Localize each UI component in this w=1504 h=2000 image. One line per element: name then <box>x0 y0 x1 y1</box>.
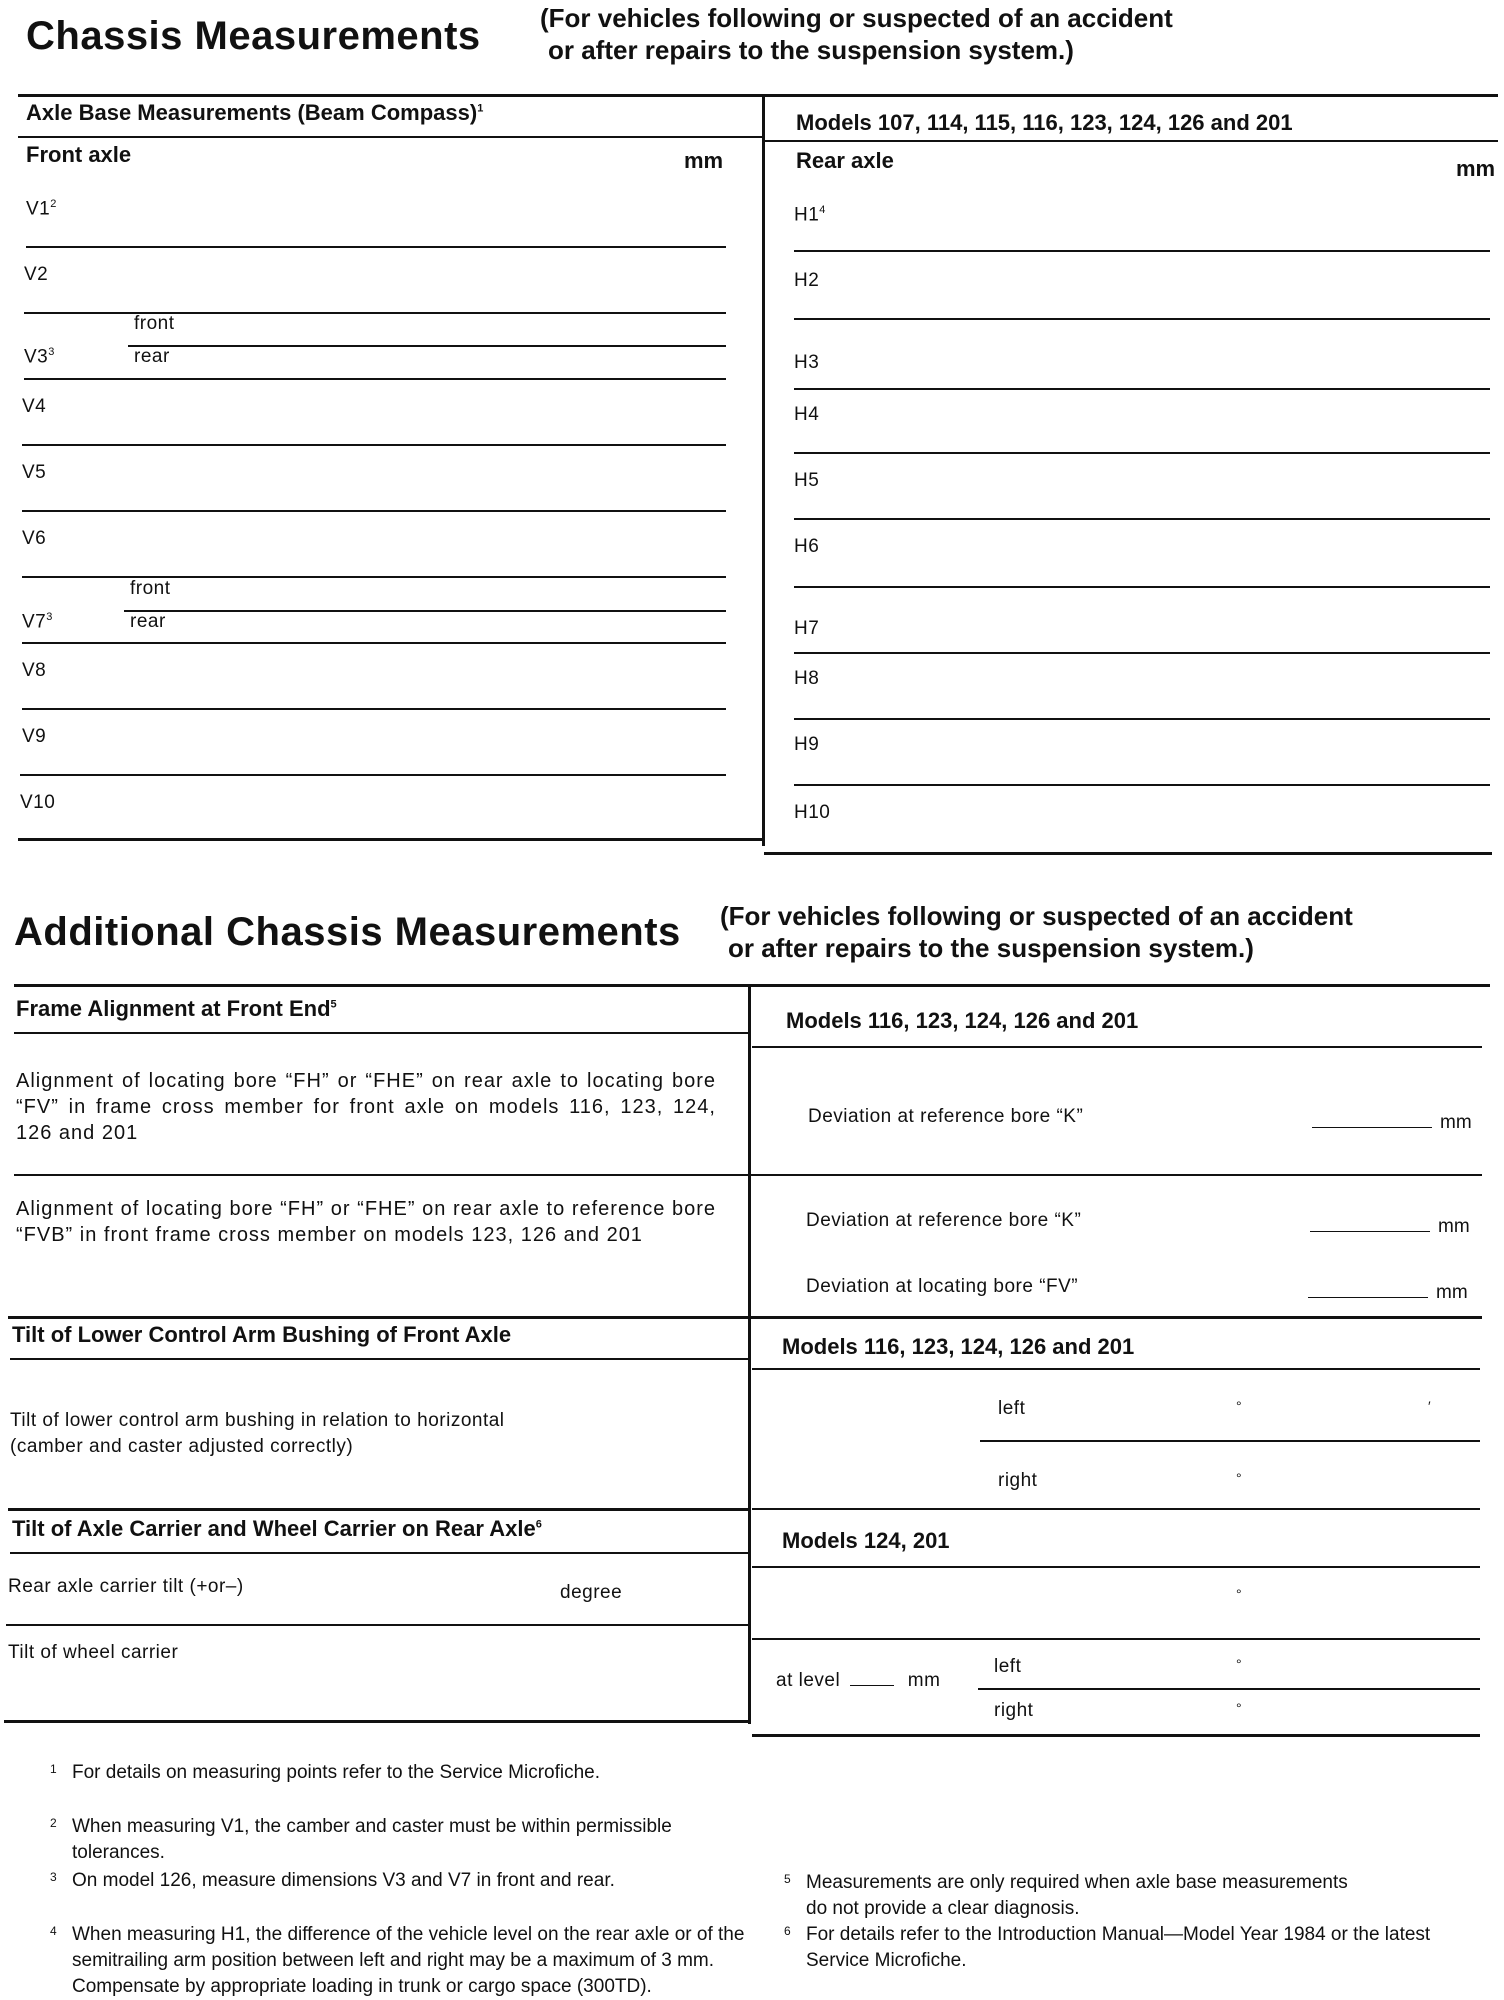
tilt-bushing-bottom-rule-left <box>8 1508 750 1511</box>
wheel-carrier-left-line <box>978 1688 1480 1690</box>
tilt-bushing-right-label: right <box>998 1470 1038 1491</box>
rear-axle-tilt-rule-left <box>6 1624 750 1626</box>
tilt-bushing-left-label: left <box>998 1398 1026 1419</box>
h-row-label: H6 <box>794 536 820 557</box>
h-row-line <box>794 586 1490 588</box>
section2-note-line2: or after repairs to the suspension system.) <box>728 933 1254 963</box>
v-row-label: V5 <box>22 462 47 483</box>
footnote-2: 2 When measuring V1, the camber and caster must be within permissible tolerances. <box>50 1816 672 1863</box>
front-axle-unit: mm <box>684 148 724 173</box>
h-row-line <box>794 784 1490 786</box>
section2-bottom-rule-left <box>4 1720 750 1723</box>
input-blank[interactable] <box>1312 1127 1432 1128</box>
v3-front-label: front <box>134 313 175 334</box>
input-blank[interactable] <box>1310 1231 1430 1232</box>
rear-axle-label: Rear axle <box>796 148 894 173</box>
h-row-line <box>794 452 1490 454</box>
v-row-label: V2 <box>24 264 49 285</box>
v-row-line <box>22 642 726 644</box>
rear-axle-tilt-rule-right <box>752 1638 1480 1640</box>
section2-bottom-rule-right <box>752 1734 1480 1737</box>
axle-base-header: Axle Base Measurements (Beam Compass)$^1$ <box>26 100 484 125</box>
footnote-6: 6 For details refer to the Introduction Manual—Model Year 1984 or the latest Service Microfiche. <box>784 1924 1431 1971</box>
v3-front-line <box>128 345 726 347</box>
v-row-label: $V7^3$ <box>22 611 53 633</box>
front-header-rule <box>18 136 762 138</box>
h-row-label: H3 <box>794 352 820 373</box>
degree-mark: ° <box>1236 1700 1242 1716</box>
footnote-3: 3 On model 126, measure dimensions V3 and V7 in front and rear. <box>50 1870 615 1891</box>
v-row-line <box>22 708 726 710</box>
v-row-label: V9 <box>22 726 47 747</box>
front-axle-label: Front axle <box>26 142 132 167</box>
degree-mark: ° <box>1236 1586 1242 1602</box>
section2-title: Additional Chassis Measurements <box>14 910 681 954</box>
section2-divider <box>748 984 751 1724</box>
frame-row2-deviation1: Deviation at reference bore “K” <box>806 1210 1082 1231</box>
h-row-label: H9 <box>794 734 820 755</box>
degree-mark: ° <box>1236 1656 1242 1672</box>
v-row-line <box>20 774 726 776</box>
rear-header-rule <box>764 140 1498 142</box>
h-row-label: H5 <box>794 470 820 491</box>
v-row-line <box>22 444 726 446</box>
footnote-1: 1 For details on measuring points refer to the Service Microfiche. <box>50 1762 601 1783</box>
v-row-label: V8 <box>22 660 47 681</box>
section1-top-rule <box>18 94 1498 97</box>
frame-row2-deviation2: Deviation at locating bore “FV” <box>806 1276 1079 1297</box>
frame-row1-deviation: Deviation at reference bore “K” <box>808 1106 1084 1127</box>
rear-axle-tilt-text: Rear axle carrier tilt (+or–) <box>8 1576 244 1597</box>
tilt-carrier-rule-right <box>752 1566 1480 1568</box>
frame-header: Frame Alignment at Front End$^5$ <box>16 996 337 1021</box>
v-row-line <box>24 378 726 380</box>
rear-axle-tilt-unit: degree <box>560 1582 623 1603</box>
tilt-bushing-rule-right <box>752 1368 1480 1370</box>
input-blank[interactable] <box>850 1685 894 1686</box>
frame-bottom-rule <box>8 1316 1482 1319</box>
v7-rear-label: rear <box>130 611 166 632</box>
v-row-label: V6 <box>22 528 47 549</box>
section2-note-line1: (For vehicles following or suspected of an accident <box>720 901 1353 931</box>
tilt-bushing-text-line2: (camber and caster adjusted correctly) <box>10 1436 354 1457</box>
tilt-carrier-models: Models 124, 201 <box>782 1528 950 1553</box>
v3-rear-label: rear <box>134 346 170 367</box>
v7-front-label: front <box>130 578 171 599</box>
section1-left-bottom-rule <box>18 838 764 841</box>
v-row-label: $V3^3$ <box>24 346 55 368</box>
v-row-line <box>22 510 726 512</box>
footnote-4: 4 When measuring H1, the difference of the vehicle level on the rear axle or of the semitrailing arm position between left and right may be a maximum of 3 mm. Compensate by appropriate loading in trunk or cargo space (300TD). <box>50 1924 745 1997</box>
tilt-bushing-header: Tilt of Lower Control Arm Bushing of Front Axle <box>12 1322 512 1347</box>
h-row-label: H2 <box>794 270 820 291</box>
section1-title: Chassis Measurements <box>26 14 481 58</box>
section2-top-rule <box>14 984 1490 987</box>
v-row-line <box>24 312 726 314</box>
frame-row1-text: Alignment of locating bore “FH” or “FHE” on rear axle to locating bore “FV” in frame cross member for front axle on models 116, 123, 124, 126 and 201 <box>16 1070 716 1144</box>
h-row-line <box>794 718 1490 720</box>
v-row-label: V10 <box>20 792 56 813</box>
v-row-line <box>22 576 726 578</box>
h-row-label: H8 <box>794 668 820 689</box>
h-row-line <box>794 652 1490 654</box>
tilt-bushing-rule-left <box>10 1358 750 1360</box>
input-blank[interactable] <box>1308 1297 1428 1298</box>
frame-row2-value1: mm <box>1310 1216 1470 1238</box>
h-row-line <box>794 388 1490 390</box>
h-row-label: $H1^4$ <box>794 204 826 226</box>
section1-divider <box>762 94 765 846</box>
degree-mark: ° <box>1236 1470 1242 1486</box>
frame-header-rule-right <box>752 1046 1482 1048</box>
tilt-bushing-bottom-rule-right <box>752 1508 1480 1510</box>
section1-note-line2: or after repairs to the suspension system.) <box>548 35 1074 65</box>
h-row-label: H7 <box>794 618 820 639</box>
footnote-5: 5 Measurements are only required when axle base measurements do not provide a clear diagnosis. <box>784 1872 1348 1919</box>
wheel-carrier-left-label: left <box>994 1656 1022 1677</box>
minute-mark: ′ <box>1428 1398 1431 1414</box>
frame-models: Models 116, 123, 124, 126 and 201 <box>786 1008 1139 1033</box>
tilt-bushing-models: Models 116, 123, 124, 126 and 201 <box>782 1334 1135 1359</box>
tilt-bushing-text-line1: Tilt of lower control arm bushing in relation to horizontal <box>10 1410 505 1431</box>
v-row-label: $V1^2$ <box>26 198 57 220</box>
tilt-carrier-header: Tilt of Axle Carrier and Wheel Carrier on Rear Axle$^6$ <box>12 1516 542 1541</box>
section1-note-line1: (For vehicles following or suspected of an accident <box>540 3 1173 33</box>
models-header: Models 107, 114, 115, 116, 123, 124, 126 and 201 <box>796 110 1293 135</box>
frame-row2-text: Alignment of locating bore “FH” or “FHE” on rear axle to reference bore “FVB” in front frame cross member on models 123, 126 and 201 <box>16 1198 716 1246</box>
h-row-label: H10 <box>794 802 831 823</box>
rear-axle-unit: mm <box>1456 156 1496 181</box>
section1-right-bottom-rule <box>764 852 1492 855</box>
at-level-field: at level mm <box>776 1670 941 1691</box>
degree-mark: ° <box>1236 1398 1242 1414</box>
frame-header-rule-left <box>14 1032 750 1034</box>
frame-row1-value: mm <box>1312 1112 1472 1134</box>
v7-front-line <box>124 610 726 612</box>
tilt-bushing-left-line <box>980 1440 1480 1442</box>
frame-row1-rule <box>14 1174 1482 1176</box>
h-row-line <box>794 518 1490 520</box>
frame-row2-value2: mm <box>1308 1282 1468 1304</box>
wheel-carrier-right-label: right <box>994 1700 1034 1721</box>
h-row-label: H4 <box>794 404 820 425</box>
v-row-line <box>26 246 726 248</box>
h-row-line <box>794 318 1490 320</box>
h-row-line <box>794 250 1490 252</box>
tilt-carrier-rule-left <box>10 1552 750 1554</box>
wheel-carrier-text: Tilt of wheel carrier <box>8 1642 179 1663</box>
v-row-label: V4 <box>22 396 47 417</box>
